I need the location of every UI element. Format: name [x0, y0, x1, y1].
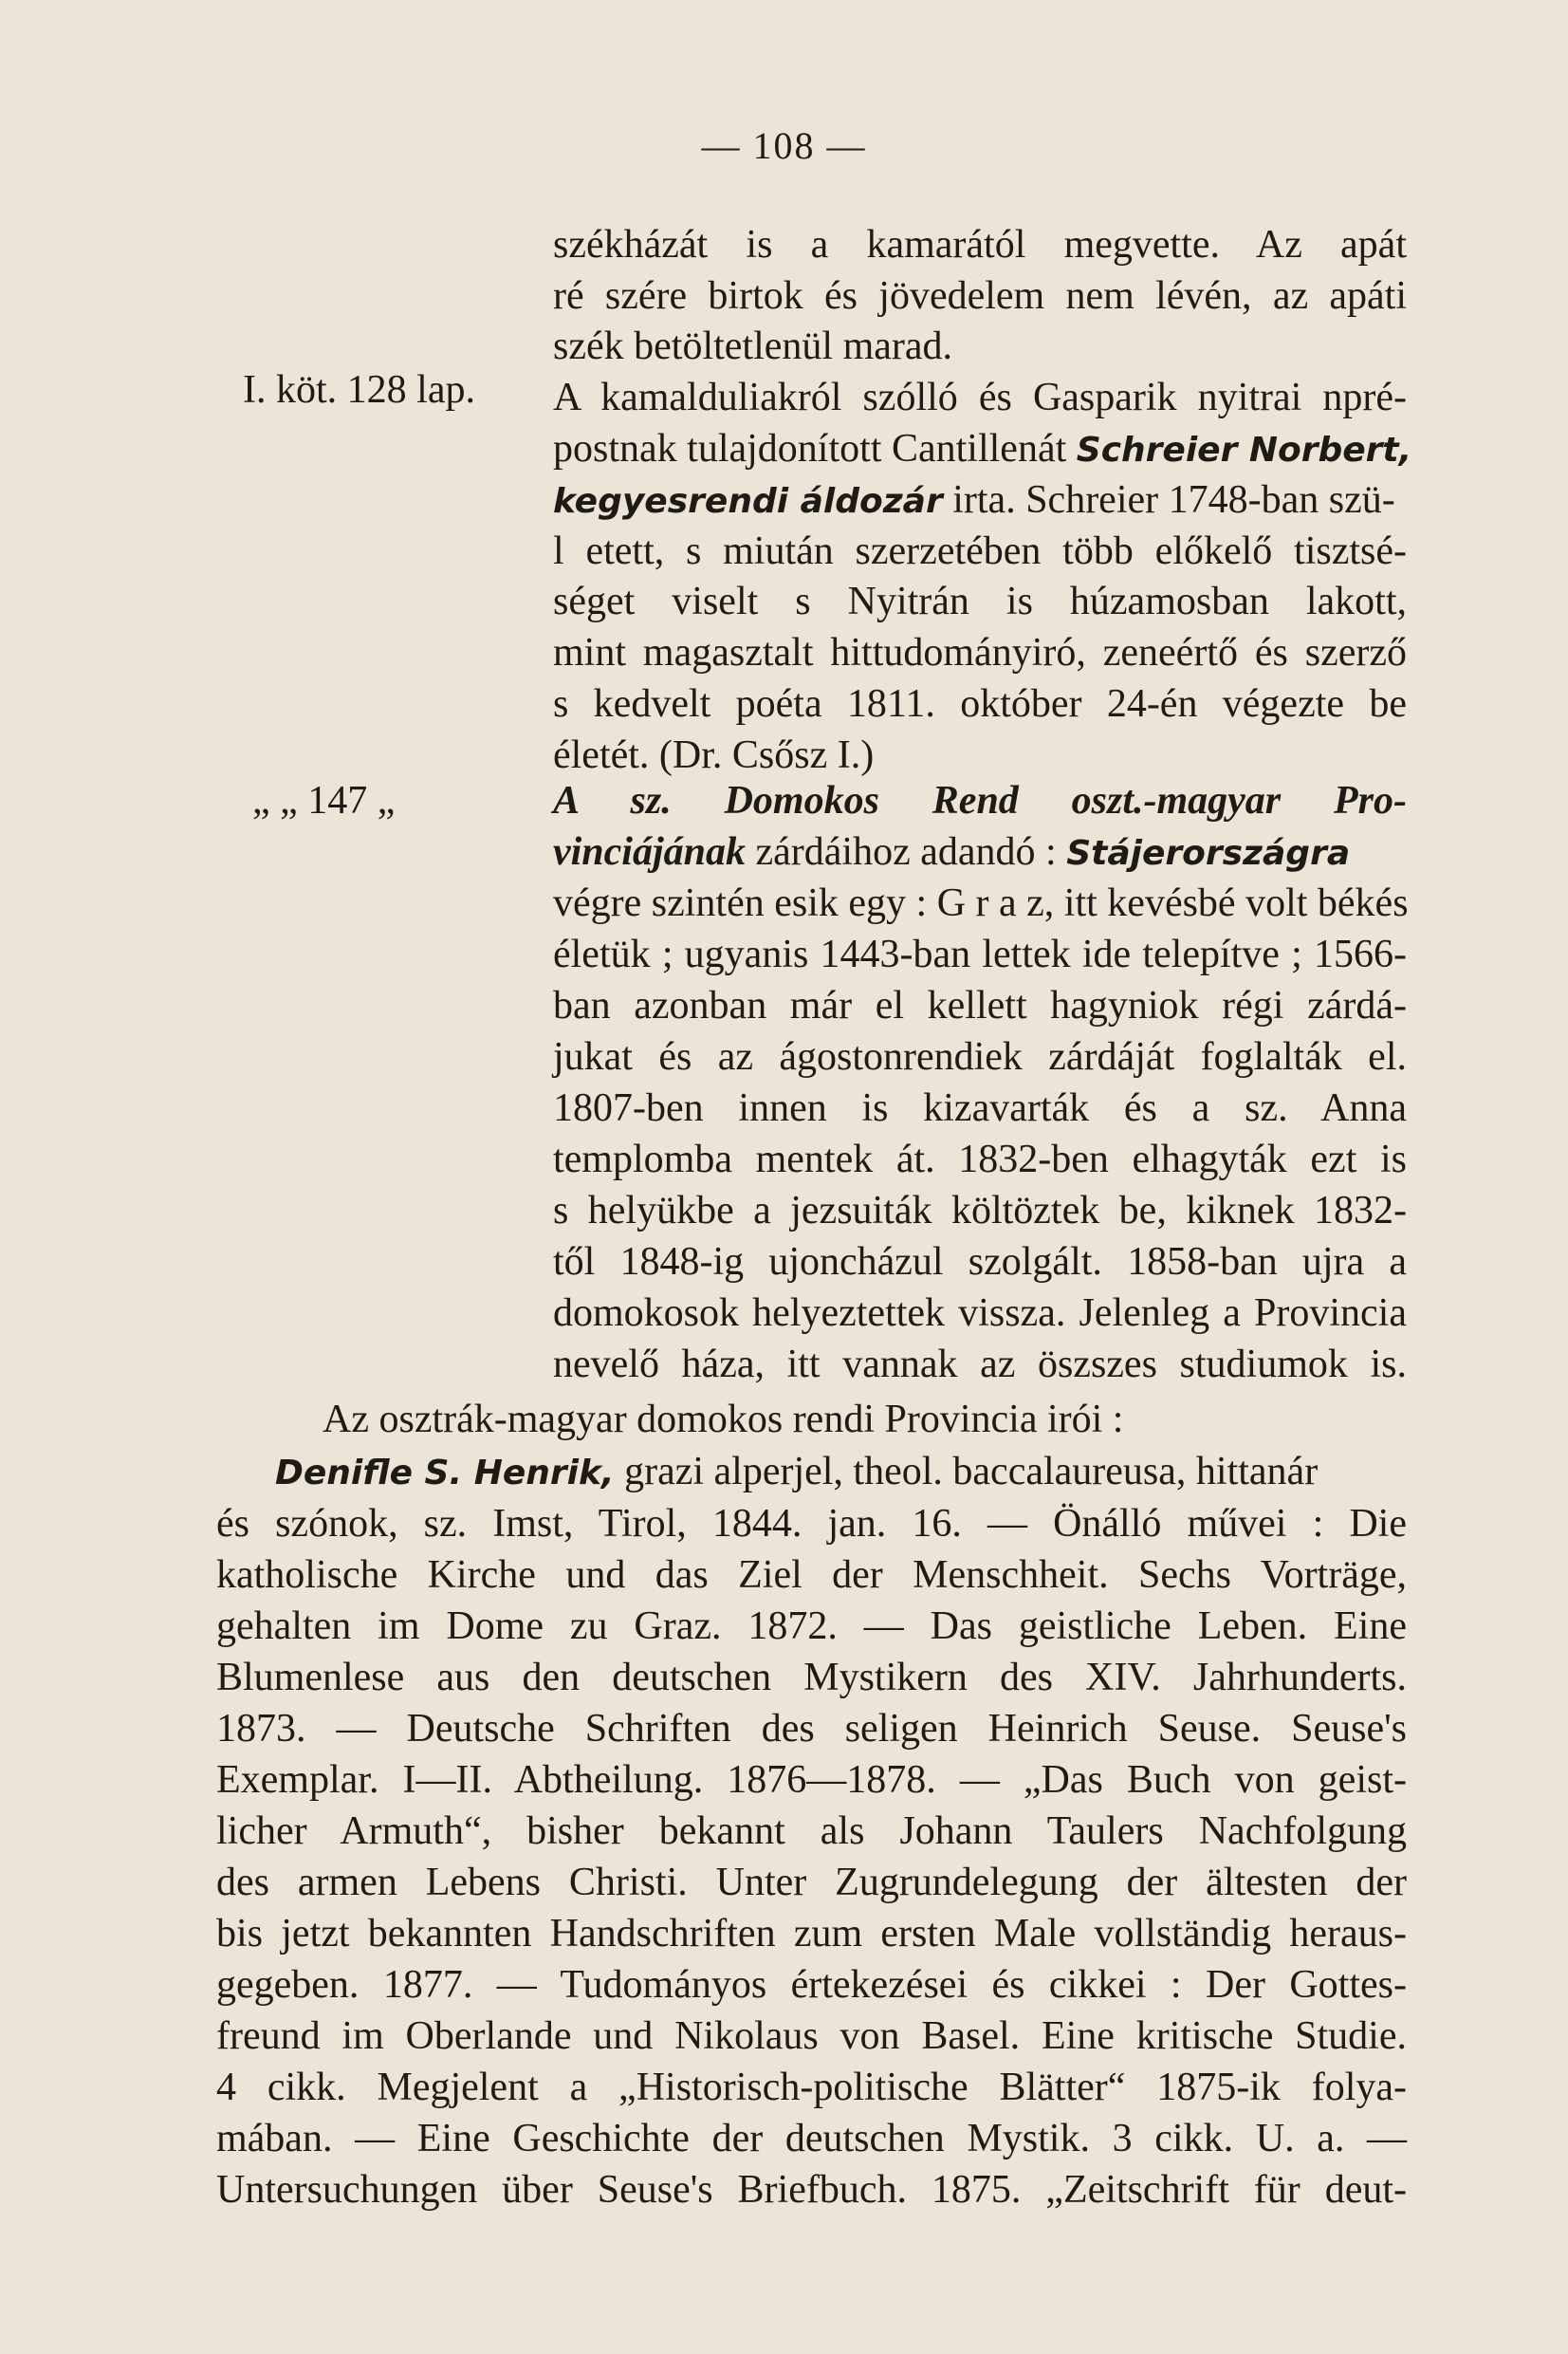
text-line: 1807-ben innen is kizavarták és a sz. Anna — [553, 1086, 1407, 1130]
text-span: grazi alperjel, theol. baccalaureusa, hittanár — [614, 1450, 1319, 1493]
text-line: és szónok, sz. Imst, Tirol, 1844. jan. 16. — Önálló művei : Die — [216, 1502, 1407, 1546]
page-number: — 108 — — [701, 124, 867, 167]
text-line: séget viselt s Nyitrán is húzamosban lakott, — [553, 580, 1407, 623]
text-line: székházát is a kamarától megvette. Az apát — [553, 223, 1407, 267]
text-line: katholische Kirche und das Ziel der Menschheit. Sechs Vorträge, — [216, 1553, 1407, 1597]
text-line: életét. (Dr. Csősz I.) — [553, 733, 875, 777]
author-name-italic: Schreier Norbert, — [1076, 431, 1412, 470]
margin-note-volume-1: I. köt. 128 lap. — [243, 368, 475, 412]
text-line: des armen Lebens Christi. Unter Zugrundelegung der ältesten der — [216, 1861, 1407, 1904]
text-line: 4 cikk. Megjelent a „Historisch-politische Blätter“ 1875-ik folya- — [216, 2066, 1407, 2109]
text-line: jukat és az ágostonrendiek zárdáját foglalták el. — [553, 1035, 1407, 1079]
author-title-italic: kegyesrendi áldozár — [553, 482, 943, 521]
text-line: Blumenlese aus den deutschen Mystikern des XIV. Jahrhunderts. — [216, 1656, 1407, 1699]
text-line: bis jetzt bekannten Handschriften zum ersten Male vollständig heraus- — [216, 1912, 1407, 1955]
text-line: licher Armuth“, bisher bekannt als Johann Taulers Nachfolgung — [216, 1809, 1407, 1853]
text-line: ré szére birtok és jövedelem nem lévén, az apáti — [553, 274, 1407, 318]
text-span: zárdáihoz adandó : — [746, 830, 1067, 874]
text-span: irta. Schreier 1748-ban szü- — [942, 478, 1395, 522]
text-line: gehalten im Dome zu Graz. 1872. — Das geistliche Leben. Eine — [216, 1604, 1407, 1648]
text-line: mában. — Eine Geschichte der deutschen Mystik. 3 cikk. U. a. — — [216, 2117, 1407, 2160]
text-line: s kedvelt poéta 1811. október 24-én végezte be — [553, 682, 1407, 726]
text-line: 1873. — Deutsche Schriften des seligen Heinrich Seuse. Seuse's — [216, 1707, 1407, 1751]
text-line: l etett, s miután szerzetében több előkelő tisztsé- — [553, 529, 1407, 573]
text-line — [275, 1447, 1407, 1498]
text-line — [553, 424, 1412, 475]
section-heading-continued: vinciájának — [553, 830, 747, 874]
text-line: domokosok helyeztettek vissza. Jelenleg a Provincia — [553, 1291, 1407, 1335]
text-line: ban azonban már el kellett hagyniok régi zárdá- — [553, 984, 1407, 1028]
text-line: Untersuchungen über Seuse's Briefbuch. 1875. „Zeitschrift für deut- — [216, 2168, 1407, 2212]
text-span: postnak tulajdonított Cantillenát — [553, 427, 1077, 471]
margin-note-volume-2: „ „ 147 „ — [252, 779, 396, 823]
text-line — [553, 475, 1407, 527]
text-line: életük ; ugyanis 1443-ban lettek ide telepítve ; 1566- — [553, 933, 1407, 976]
text-line: Exemplar. I—II. Abtheilung. 1876—1878. — „Das Buch von geist- — [216, 1758, 1407, 1802]
text-line: s helyükbe a jezsuiták költöztek be, kiknek 1832- — [553, 1189, 1407, 1233]
text-line: mint magasztalt hittudományiró, zeneértő és szerző — [553, 631, 1407, 675]
text-line: végre szintén esik egy : G r a z, itt kevésbé volt békés — [553, 881, 1409, 925]
author-name-italic: Denifle S. Henrik, — [275, 1454, 615, 1492]
text-line: től 1848-ig ujoncházul szolgált. 1858-ban ujra a — [553, 1240, 1407, 1284]
section-heading: A sz. Domokos Rend oszt.-magyar Pro- — [553, 779, 1407, 823]
place-italic: Stájerországra — [1066, 834, 1351, 873]
authors-heading: Az osztrák-magyar domokos rendi Provincia irói : — [323, 1398, 1124, 1441]
text-line — [553, 827, 1407, 879]
text-line: templomba mentek át. 1832-ben elhagyták ezt is — [553, 1138, 1407, 1181]
text-line: A kamalduliakról szólló és Gasparik nyitrai npré- — [553, 376, 1407, 419]
text-line: freund im Oberlande und Nikolaus von Basel. Eine kritische Studie. — [216, 2014, 1407, 2058]
text-line: gegeben. 1877. — Tudományos értekezései és cikkei : Der Gottes- — [216, 1963, 1407, 2007]
text-line: szék betöltetlenül marad. — [553, 324, 953, 368]
text-line: nevelő háza, itt vannak az öszszes studiumok is. — [553, 1343, 1407, 1386]
